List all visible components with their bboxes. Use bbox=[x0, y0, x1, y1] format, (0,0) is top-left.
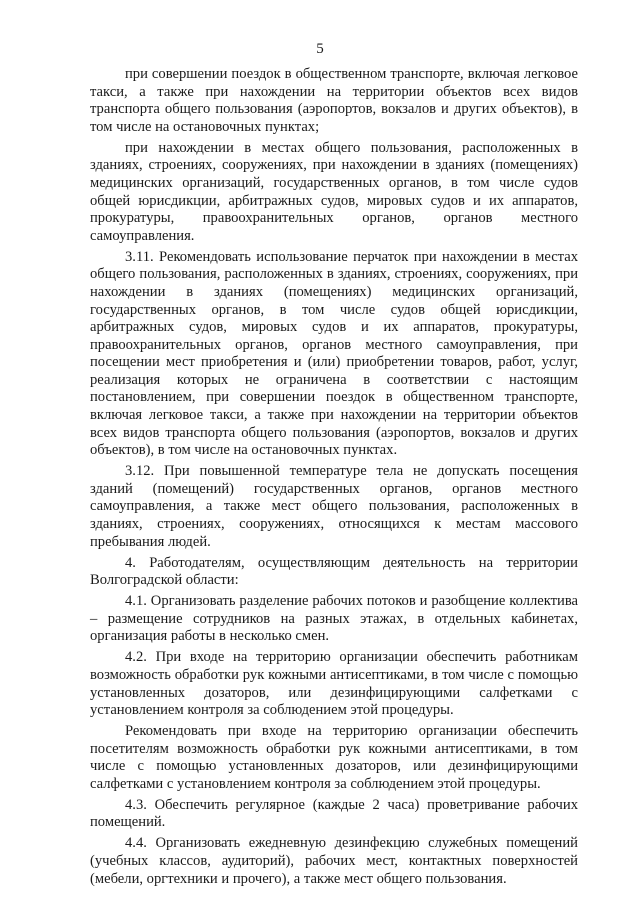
paragraph-public-places: при нахождении в местах общего пользования, расположенных в зданиях, строениях, сооружениях, при нахождении в зданиях (помещениях) медицинских организаций, государственных органов, в том числе судов общей юрисдикции, арбитражных судов, мировых судов и их аппаратов, прокуратуры, правоохранительных органов, органов местного самоуправления. bbox=[90, 139, 578, 244]
paragraph-3-11-gloves: 3.11. Рекомендовать использование перчаток при нахождении в местах общего пользования, расположенных в зданиях, строениях, сооружениях, при нахождении в зданиях (помещениях) медицинских организаций, государственных органов, в том числе судов общей юрисдикции, арбитражных судов, мировых судов и их аппаратов, прокуратуры, правоохранительных органов, органов местного самоуправления, при посещении мест приобретения и (или) приобретении товаров, работ, услуг, реализация которых не ограничена в соответствии с настоящим постановлением, при совершении поездок в общественном транспорте, включая легковое такси, а также при нахождении на территории объектов всех видов транспорта общего пользования (аэропортов, вокзалов и других объектов), в том числе на остановочных пунктах. bbox=[90, 248, 578, 459]
document-body bbox=[90, 66, 578, 888]
paragraph-4-employers: 4. Работодателям, осуществляющим деятельность на территории Волгоградской области: bbox=[90, 554, 578, 589]
paragraph-4-1-separation: 4.1. Организовать разделение рабочих потоков и разобщение коллектива – размещение сотрудников на разных этажах, в отдельных кабинетах, организация работы в несколько смен. bbox=[90, 593, 578, 645]
paragraph-antiseptics-visitors: Рекомендовать при входе на территорию организации обеспечить посетителям возможность обработки рук кожными антисептиками, в том числе с помощью установленных дозаторов, или дезинфицирующими салфетками с установлением контроля за соблюдением этой процедуры. bbox=[90, 723, 578, 792]
paragraph-4-3-ventilation: 4.3. Обеспечить регулярное (каждые 2 часа) проветривание рабочих помещений. bbox=[90, 796, 578, 831]
paragraph-4-4-disinfection: 4.4. Организовать ежедневную дезинфекцию служебных помещений (учебных классов, аудиторий), рабочих мест, контактных поверхностей (мебели, оргтехники и прочего), а также мест общего пользования. bbox=[90, 835, 578, 887]
paragraph-public-transport: при совершении поездок в общественном транспорте, включая легковое такси, а также при нахождении на территории объектов всех видов транспорта общего пользования (аэропортов, вокзалов и других объектов), в том числе на остановочных пунктах; bbox=[90, 66, 578, 135]
page-number: 5 bbox=[316, 41, 324, 57]
paragraph-4-2-antiseptics-workers: 4.2. При входе на территорию организации обеспечить работникам возможность обработки рук кожными антисептиками, в том числе с помощью установленных дозаторов, или дезинфицирующими салфетками с установлением контроля за соблюдением этой процедуры. bbox=[90, 649, 578, 719]
paragraph-3-12-temperature: 3.12. При повышенной температуре тела не допускать посещения зданий (помещений) государственных органов, органов местного самоуправления, а также мест общего пользования, расположенных в зданиях, строениях, сооружениях, относящихся к местам массового пребывания людей. bbox=[90, 463, 578, 550]
